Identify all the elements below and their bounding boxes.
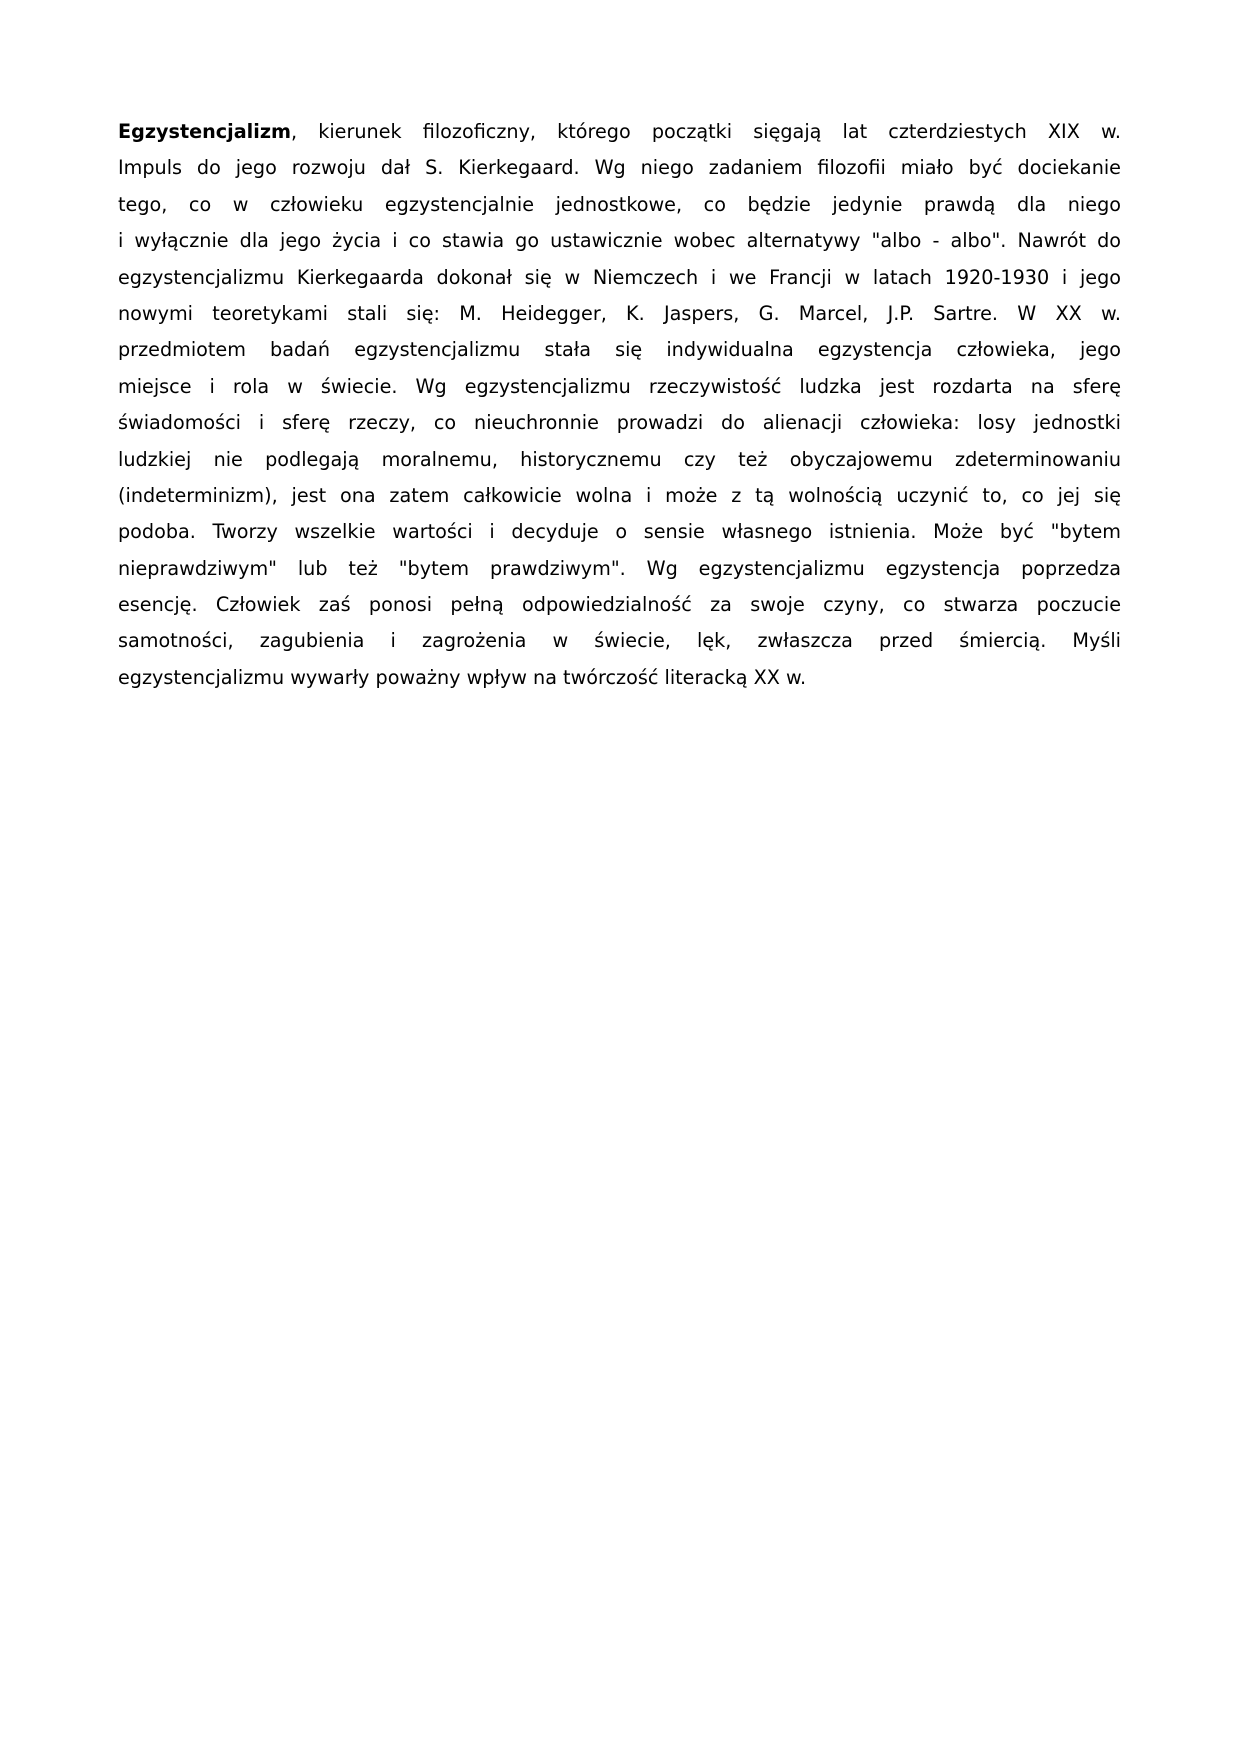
- paragraph-line: egzystencjalizmu Kierkegaarda dokonał się w Niemczech i we Francji w latach 1920-1930 i jego: [118, 265, 1121, 289]
- definition-paragraph: [118, 114, 1121, 696]
- paragraph-line: i wyłącznie dla jego życia i co stawia go ustawicznie wobec alternatywy "albo - albo". Nawrót do: [118, 229, 1121, 253]
- paragraph-line: Impuls do jego rozwoju dał S. Kierkegaard. Wg niego zadaniem filozofii miało być dociekanie: [118, 156, 1121, 180]
- paragraph-line: (indeterminizm), jest ona zatem całkowicie wolna i może z tą wolnością uczynić to, co jej się: [118, 483, 1121, 507]
- paragraph-line: egzystencjalizmu wywarły poważny wpływ na twórczość literacką XX w.: [118, 665, 807, 689]
- paragraph-line: przedmiotem badań egzystencjalizmu stała się indywidualna egzystencja człowieka, jego: [118, 338, 1121, 362]
- paragraph-line: samotności, zagubienia i zagrożenia w świecie, lęk, zwłaszcza przed śmiercią. Myśli: [118, 629, 1121, 653]
- line-text: , kierunek filozoficzny, którego początki sięgają lat czterdziestych XIX w.: [291, 120, 1121, 143]
- paragraph-line: tego, co w człowieku egzystencjalnie jednostkowe, co będzie jedynie prawdą dla niego: [118, 192, 1121, 216]
- paragraph-line: miejsce i rola w świecie. Wg egzystencjalizmu rzeczywistość ludzka jest rozdarta na sferę: [118, 374, 1121, 398]
- paragraph-line: esencję. Człowiek zaś ponosi pełną odpowiedzialność za swoje czyny, co stwarza poczucie: [118, 593, 1121, 617]
- paragraph-line: [118, 114, 1121, 150]
- defined-term: Egzystencjalizm: [118, 120, 291, 143]
- paragraph-line: nieprawdziwym" lub też "bytem prawdziwym". Wg egzystencjalizmu egzystencja poprzedza: [118, 556, 1121, 580]
- paragraph-line: ludzkiej nie podlegają moralnemu, historycznemu czy też obyczajowemu zdeterminowaniu: [118, 447, 1121, 471]
- paragraph-line: podoba. Tworzy wszelkie wartości i decyduje o sensie własnego istnienia. Może być "bytem: [118, 520, 1121, 544]
- paragraph-line: świadomości i sferę rzeczy, co nieuchronnie prowadzi do alienacji człowieka: losy jednostki: [118, 411, 1121, 435]
- paragraph-line: nowymi teoretykami stali się: M. Heidegger, K. Jaspers, G. Marcel, J.P. Sartre. W XX w.: [118, 301, 1121, 325]
